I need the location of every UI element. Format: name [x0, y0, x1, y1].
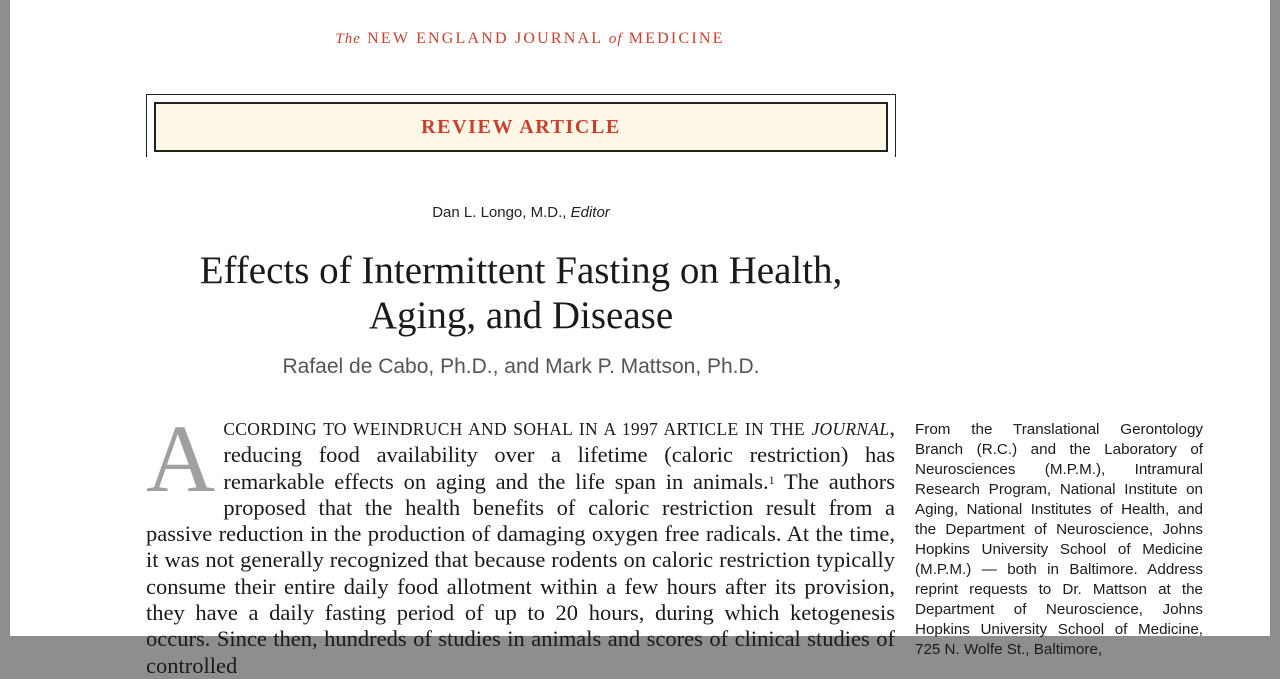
masthead-of: of: [608, 31, 623, 47]
article-type-label: REVIEW ARTICLE: [154, 102, 888, 152]
lead-in-journal: JOURNAL: [811, 419, 890, 439]
masthead-the: The: [335, 31, 361, 47]
editor-line: [146, 204, 896, 221]
editor-name: Dan L. Longo, M.D.,: [432, 204, 571, 221]
journal-page: [10, 0, 1270, 678]
lead-in-comma: ,: [889, 415, 895, 440]
editor-role: Editor: [570, 204, 610, 221]
body-text-b: The authors proposed that the health benefits of caloric restriction result from a passive reduction in the production of damaging oxygen free radicals. At the time, it was not generally recognized that because rodents on caloric restriction typically consume their entire daily food allotment within a few hours after its provision, they have a daily fasting period of up to 20 hours, during which ketogenesis occurs. Since then, hundreds of studies in animals and scores of clinical studies of controlled: [146, 468, 895, 678]
masthead-part1: NEW ENGLAND JOURNAL: [367, 30, 603, 47]
title-line-2: Aging, and Disease: [368, 294, 674, 337]
author-list: Rafael de Cabo, Ph.D., and Mark P. Mattson, Ph.D.: [282, 355, 760, 378]
article-title: [146, 248, 896, 338]
body-text-a: reducing food availability over a lifetime (caloric restriction) has remarkable effects on aging and the life span in animals.: [223, 442, 895, 494]
drop-cap: A: [146, 405, 216, 512]
reference-1-link[interactable]: 1: [768, 472, 775, 487]
masthead-part2: MEDICINE: [628, 30, 725, 47]
journal-masthead: [10, 30, 1050, 48]
author-affiliations: From the Translational Gerontology Branch (R.C.) and the Laboratory of Neurosciences (M.P.M.), Intramural Research Program, National Institute on Aging, National Institutes of Health, and the Department of Neuroscience, Johns Hopkins University School of Medicine (M.P.M.) — both in Baltimore. Address reprint requests to Dr. Mattson at the Department of Neuroscience, Johns Hopkins University School of Medicine, 725 N. Wolfe St., Baltimore,: [915, 421, 1203, 658]
article-body: [146, 405, 895, 679]
lead-in-caps: CCORDING TO WEINDRUCH AND SOHAL IN A 1997 ARTICLE IN THE: [223, 419, 812, 439]
article-type-banner: [146, 94, 896, 157]
title-line-1: Effects of Intermittent Fasting on Health,: [199, 249, 843, 292]
